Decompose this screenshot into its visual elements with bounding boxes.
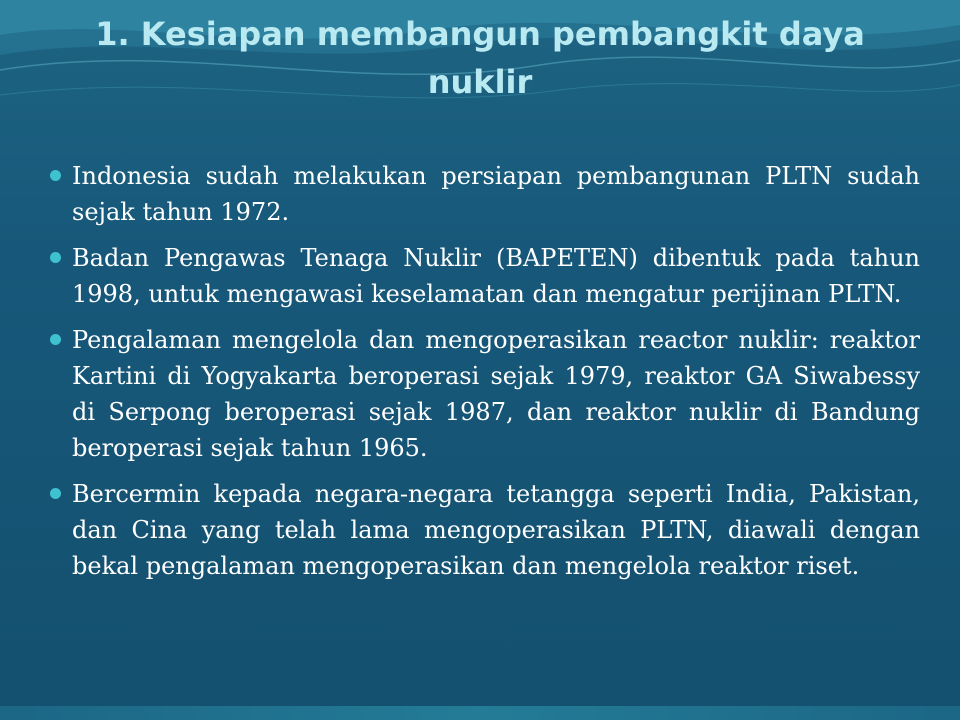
bullet-dot-icon bbox=[50, 334, 61, 345]
bullet-text: Bercermin kepada negara-negara tetangga seperti India, Pakistan, dan Cina yang telah lama mengoperasikan PLTN, diawali dengan bekal pengalaman mengoperasikan dan mengelola reaktor riset. bbox=[72, 480, 920, 580]
bullet-text: Pengalaman mengelola dan mengoperasikan reactor nuklir: reaktor Kartini di Yogyakarta beroperasi sejak 1979, reaktor GA Siwabessy di Serpong beroperasi sejak 1987, dan reaktor nuklir di Bandung beroperasi sejak tahun 1965. bbox=[72, 326, 920, 462]
list-item bbox=[48, 476, 920, 584]
list-item bbox=[48, 322, 920, 466]
bullet-text: Indonesia sudah melakukan persiapan pembangunan PLTN sudah sejak tahun 1972. bbox=[72, 162, 920, 226]
bottom-band bbox=[0, 706, 960, 720]
list-item bbox=[48, 158, 920, 230]
bullet-list bbox=[48, 158, 920, 594]
bullet-dot-icon bbox=[50, 252, 61, 263]
bullet-dot-icon bbox=[50, 488, 61, 499]
bullet-dot-icon bbox=[50, 170, 61, 181]
slide-title: 1. Kesiapan membangun pembangkit daya nuklir bbox=[95, 15, 865, 101]
list-item bbox=[48, 240, 920, 312]
bullet-text: Badan Pengawas Tenaga Nuklir (BAPETEN) dibentuk pada tahun 1998, untuk mengawasi keselamatan dan mengatur perijinan PLTN. bbox=[72, 244, 920, 308]
